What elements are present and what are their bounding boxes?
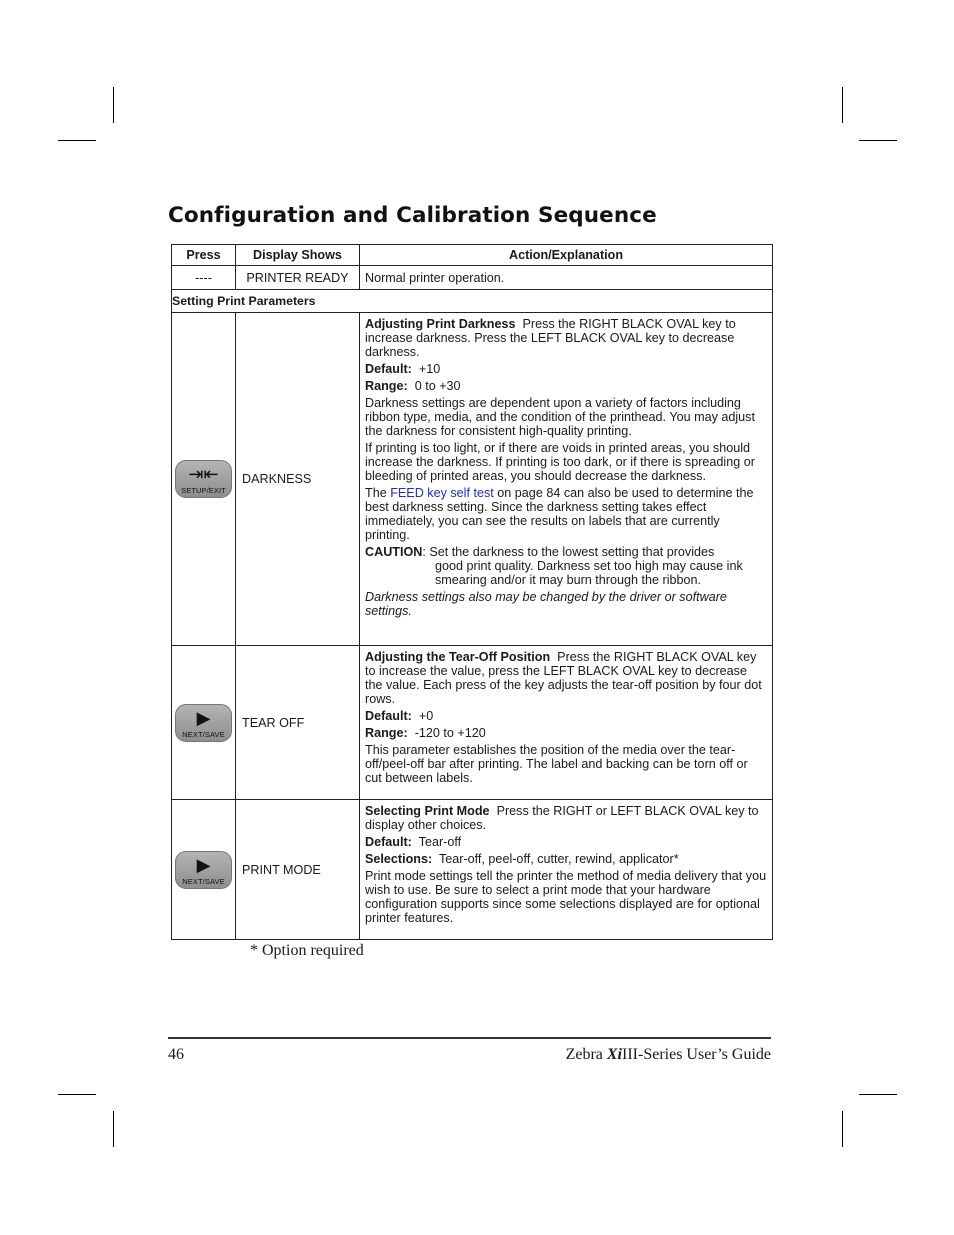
caution-label: CAUTION (365, 545, 423, 559)
footnote: * Option required (250, 942, 364, 959)
table-header-row (172, 245, 773, 266)
printmode-para-1: Print mode settings tell the printer the method of media delivery that you wish to use. Be sure to select a print mode that your hardware configuration supports since some selections displayed are for optional printer features. (365, 869, 767, 925)
display-cell: PRINTER READY (236, 266, 360, 290)
crop-mark (113, 87, 114, 123)
tearoff-intro: Press the RIGHT BLACK OVAL key to increase the value, press the LEFT BLACK OVAL key to decrease the value. Each press of the key adjusts the tear-off position by four dot rows. (365, 650, 762, 706)
header-display-shows: Display Shows (236, 245, 360, 266)
display-cell: DARKNESS (236, 313, 360, 646)
press-cell (172, 313, 236, 646)
selections-value: Tear-off, peel-off, cutter, rewind, applicator* (438, 852, 679, 866)
crop-mark (859, 140, 897, 141)
section-title: Setting Print Parameters (172, 290, 773, 313)
guide-suffix: III-Series User’s Guide (622, 1046, 771, 1063)
key-label: SETUP/EXIT (181, 486, 226, 495)
range-label: Range: (365, 379, 408, 393)
range-value: -120 to +120 (414, 726, 486, 740)
tearoff-para-1: This parameter establishes the position of the media over the tear-off/peel-off bar after printing. The label and backing can be torn off or cut between labels. (365, 743, 748, 785)
crop-mark (859, 1094, 897, 1095)
darkness-para-3-post: on page 84 can also be used to determine the best darkness setting. Since the darkness setting takes effect immediately, you can see the results on labels that are currently printing. (365, 486, 754, 542)
header-action-explanation: Action/Explanation (360, 245, 773, 266)
setup-exit-key (175, 460, 232, 498)
darkness-para-2: If printing is too light, or if there are voids in printed areas, you should increase the darkness. If printing is too dark, or if there is spreading or bleeding of printed areas, you should decrease the darkness. (365, 441, 755, 483)
next-save-key (175, 704, 232, 742)
press-cell: ---- (172, 266, 236, 290)
play-arrow-icon: ▶ (196, 854, 211, 875)
next-save-key (175, 851, 232, 889)
crop-mark (113, 1111, 114, 1147)
printmode-heading: Selecting Print Mode (365, 804, 490, 818)
footer-rule (168, 1037, 771, 1039)
table-row (172, 266, 773, 290)
crop-mark (842, 87, 843, 123)
action-cell (360, 646, 773, 800)
display-cell: PRINT MODE (236, 800, 360, 940)
default-value: Tear-off (418, 835, 462, 849)
default-value: +10 (418, 362, 441, 376)
key-label: NEXT/SAVE (182, 876, 225, 886)
play-arrow-icon: ▶ (196, 707, 211, 728)
caution-note (365, 545, 767, 587)
default-value: +0 (418, 709, 434, 723)
section-row (172, 290, 773, 313)
feed-key-self-test-link[interactable]: FEED key self test (390, 486, 494, 500)
range-label: Range: (365, 726, 408, 740)
key-label: NEXT/SAVE (182, 729, 225, 739)
default-label: Default: (365, 362, 412, 376)
caution-rest: good print quality. Darkness set too high may cause ink smearing and/or it may burn through the ribbon. (435, 559, 743, 587)
guide-prefix: Zebra (565, 1046, 607, 1063)
action-cell (360, 313, 773, 646)
darkness-para-1: Darkness settings are dependent upon a variety of factors including ribbon type, media, and the condition of the printhead. You may adjust the darkness for consistent high-quality printing. (365, 396, 755, 438)
crop-mark (842, 1111, 843, 1147)
default-label: Default: (365, 709, 412, 723)
press-cell (172, 646, 236, 800)
selections-label: Selections: (365, 852, 433, 866)
range-value: 0 to +30 (414, 379, 461, 393)
press-cell (172, 800, 236, 940)
header-press: Press (172, 245, 236, 266)
darkness-intro: Press the RIGHT BLACK OVAL key to increase darkness. Press the LEFT BLACK OVAL key to decrease darkness. (365, 317, 736, 359)
crop-mark (58, 1094, 96, 1095)
darkness-heading: Adjusting Print Darkness (365, 317, 516, 331)
setup-exit-icon: ⇥⇤ (188, 464, 219, 484)
default-label: Default: (365, 835, 412, 849)
guide-brand: Xi (606, 1046, 622, 1063)
action-cell: Normal printer operation. (360, 266, 773, 290)
printmode-intro: Press the RIGHT or LEFT BLACK OVAL key to display other choices. (365, 804, 759, 832)
display-cell: TEAR OFF (236, 646, 360, 800)
tearoff-heading: Adjusting the Tear-Off Position (365, 650, 551, 664)
table-row (172, 646, 773, 800)
darkness-note: Darkness settings also may be changed by the driver or software settings. (365, 590, 727, 618)
darkness-para-3-pre: The (365, 486, 391, 500)
page-number: 46 (168, 1046, 184, 1063)
guide-title (566, 1046, 771, 1064)
table-row (172, 800, 773, 940)
caution-first-line: : Set the darkness to the lowest setting that provides (422, 545, 715, 559)
configuration-table (171, 244, 773, 940)
action-cell (360, 800, 773, 940)
crop-mark (58, 140, 96, 141)
page-title: Configuration and Calibration Sequence (168, 203, 657, 228)
table-row (172, 313, 773, 646)
